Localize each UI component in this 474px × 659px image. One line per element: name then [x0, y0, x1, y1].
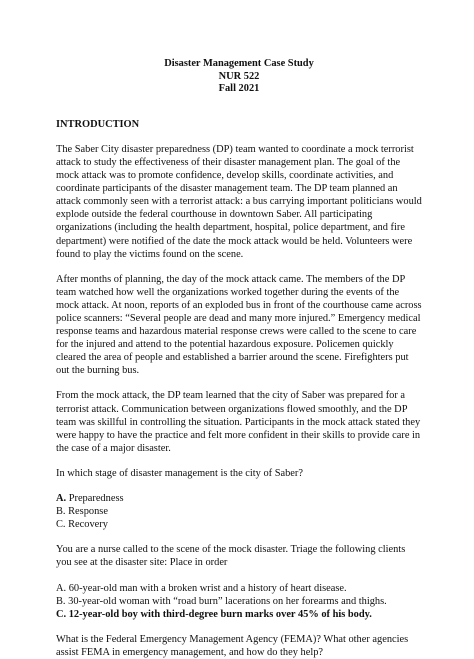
term: Fall 2021 — [218, 83, 260, 95]
option-c — [56, 518, 422, 531]
question-2: You are a nurse called to the scene of the mock disaster. Triage the following clients you see at the disaster site: Place in order — [56, 544, 406, 569]
option-text: Response — [65, 506, 108, 518]
triage-option-b: B. 30-year-old woman with “road burn” lacerations on her forearms and thighs. — [56, 595, 387, 607]
paragraph-intro-1: The Saber City disaster preparedness (DP) team wanted to coordinate a mock terrorist attack to study the effectiveness of their disaster management plan. The goal of the mock attack was to promote confidence, develop skills, coordinate activities, and coordinate participants of the disaster management team. The DP team planned an attack commonly seen with a terrorist attack: a bus carrying important politicians would explode outside the federal courthouse in downtown Saber. All participating organizations (including the health department, hospital, police department, and fire department) were notified of the date the mock attack would be held. Volunteers were found to play the victims found on the scene. — [56, 143, 422, 260]
option-a — [56, 492, 422, 505]
option-letter: A. — [56, 493, 67, 505]
question-2-options — [56, 582, 422, 621]
option-b — [56, 505, 422, 518]
option-text: Preparedness — [66, 493, 124, 505]
option-letter: C. — [56, 519, 66, 531]
course-code: NUR 522 — [218, 70, 260, 82]
option-text: Recovery — [65, 519, 108, 531]
paragraph-intro-3: From the mock attack, the DP team learned that the city of Saber was prepared for a terrorist attack. Communication between organizations flowed smoothly, and the DP team was skillful in controlling the situation. Participants in the mock attack stated they were happy to have the practice and felt more confident in their skills to provide care in the case of a major disaster. — [56, 390, 421, 454]
section-heading: INTRODUCTION — [56, 118, 140, 130]
option-letter: B. — [56, 506, 66, 518]
document-title: Disaster Management Case Study — [164, 58, 314, 69]
triage-option-a: A. 60-year-old man with a broken wrist and a history of heart disease. — [56, 582, 347, 594]
question-3: What is the Federal Emergency Management Agency (FEMA)? What other agencies assist FEMA in emergency management, and how do they help? — [56, 633, 409, 658]
question-1-options — [56, 492, 422, 531]
document-header — [56, 58, 422, 96]
question-1: In which stage of disaster management is the city of Saber? — [56, 467, 303, 479]
paragraph-intro-2: After months of planning, the day of the mock attack came. The members of the DP team watched how well the organizations worked together during the events of the mock attack. At noon, reports of an exploded bus in front of the courthouse came across police scanners: “Several people are dead and many more injured.” Emergency medical response teams and hazardous material response crews were called to the scene to care for the injured and attend to the potential hazardous exposure. Policemen quickly cleared the area of people and established a barrier around the scene. Firefighters put out the burning bus. — [56, 273, 422, 377]
triage-option-c: C. 12-year-old boy with third-degree burn marks over 45% of his body. — [56, 608, 372, 620]
